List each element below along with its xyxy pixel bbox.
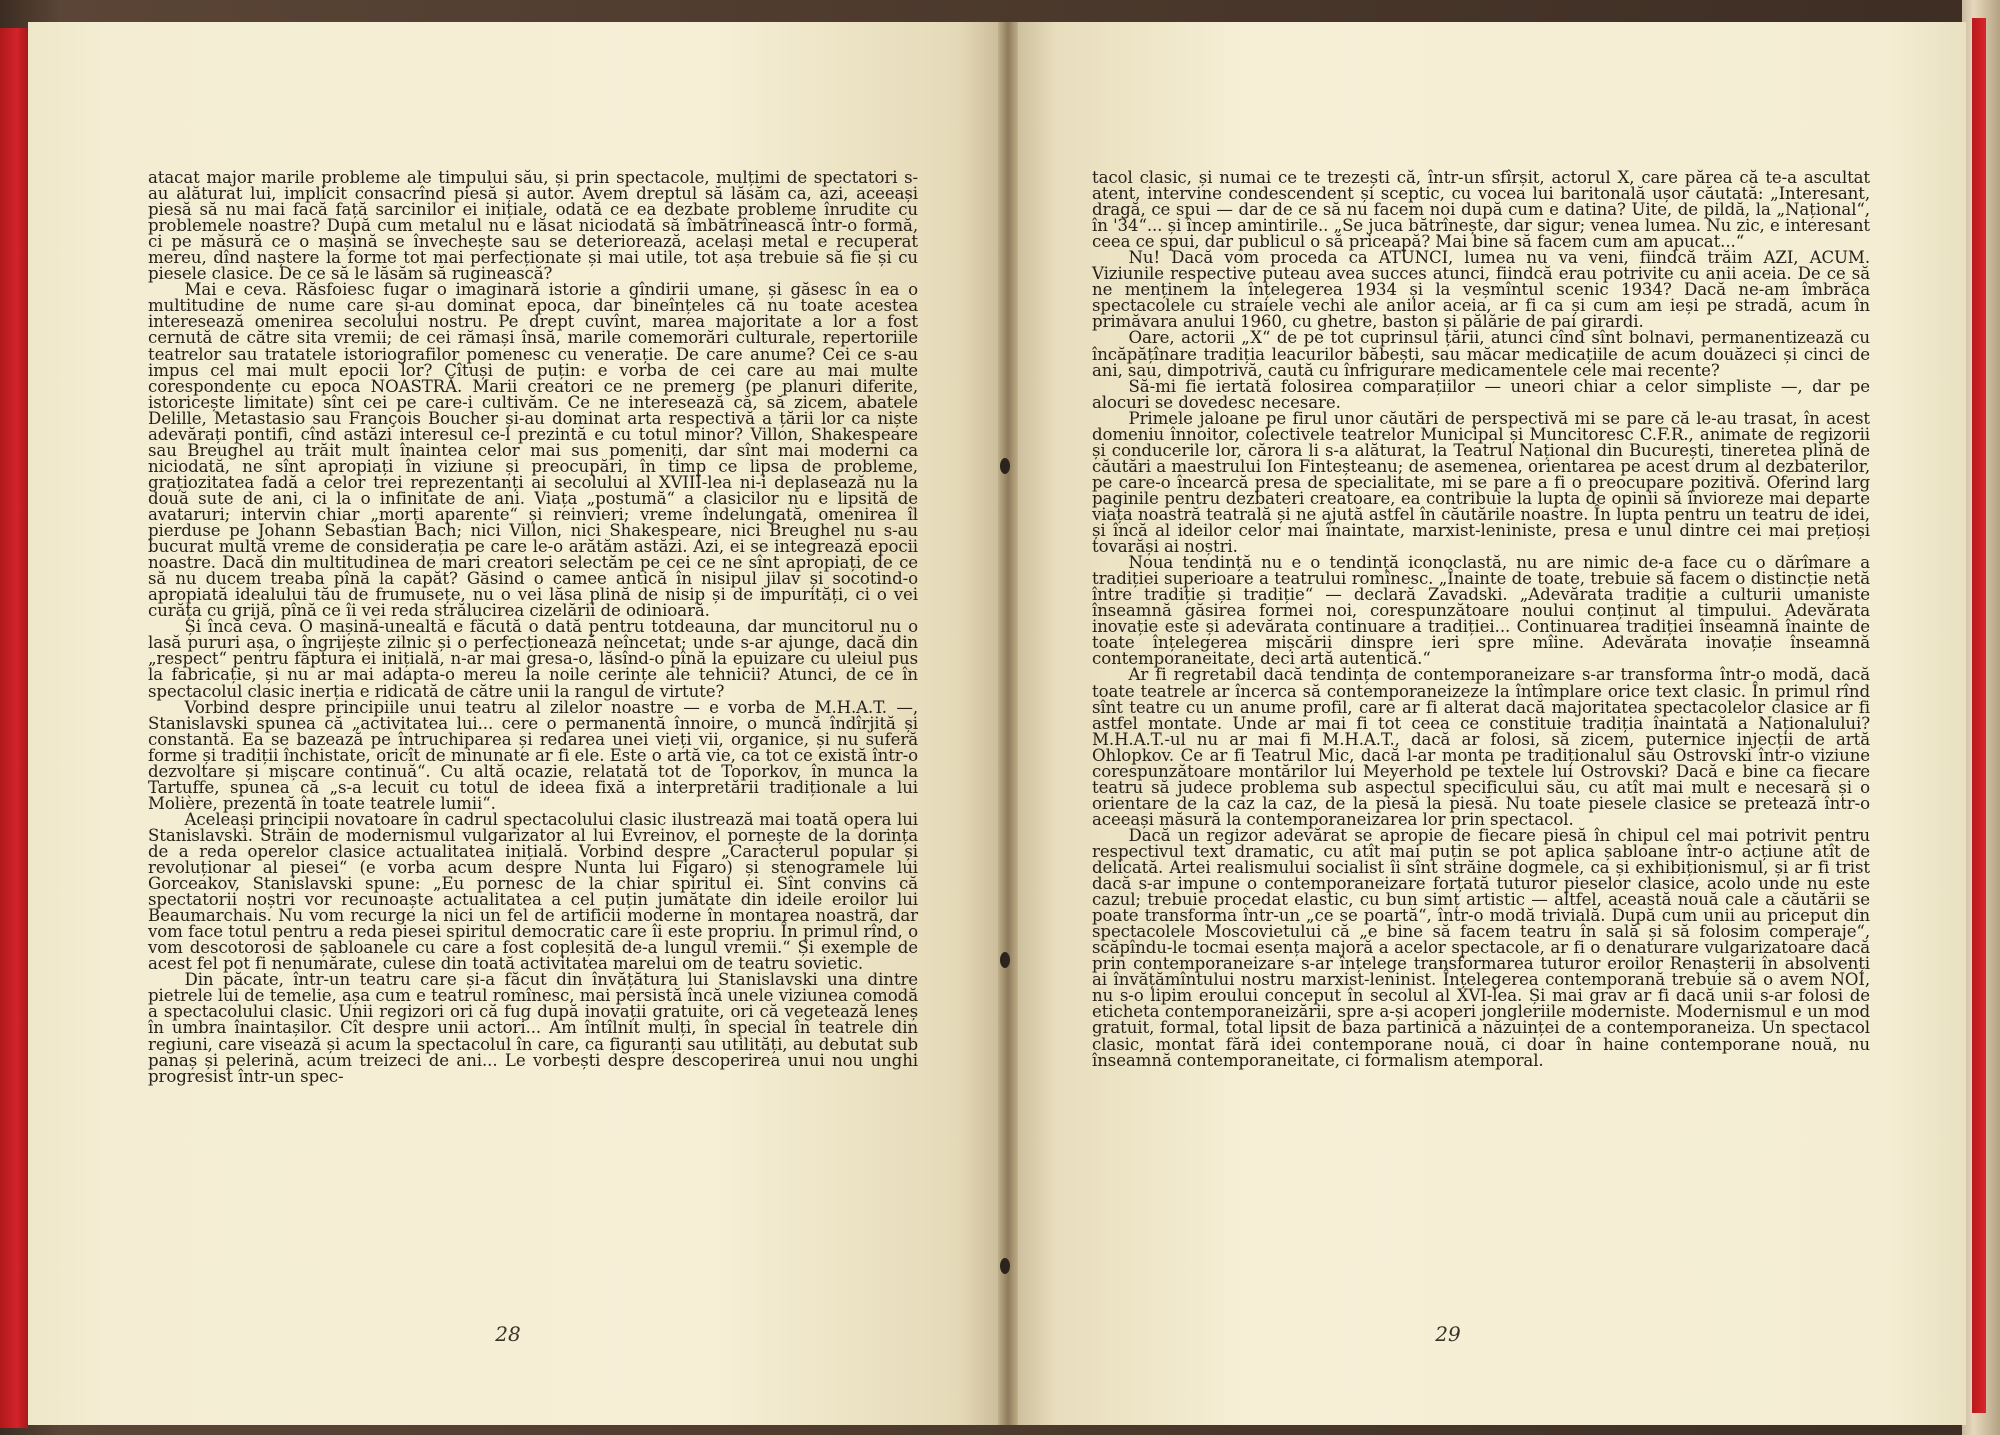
paragraph: Aceleași principii novatoare în cadrul spectacolului clasic ilustrează mai toată opera lui Stanislavski. Străin de modernismul vulgarizator al lui Evreinov, el pornește de la dorința de a reda operelor clasice actualitatea inițială. Vorbind despre „Caracterul popular și revoluționar al piesei“ (e vorba acum despre Nunta lui Figaro) și stenogramele lui Gorceakov, Stanislavski spune: „Eu pornesc de la chiar spiritul ei. Sînt convins că spectatorii noștri vor recunoaște actualitatea a cel puțin jumătate din ideile eroilor lui Beaumarchais. Nu vom recurge la nici un fel de artificii moderne în montarea noastră, dar vom face totul pentru a reda piesei spiritul democratic care îi este propriu. În primul rînd, o vom descotorosi de șabloanele cu care a fost copleșită de-a lungul vremii.“ Și exemple de acest fel pot fi nenumărate, culese din toată activitatea marelui om de teatru sovietic.: [148, 809, 918, 974]
book-cover-right-red-strip: [1972, 18, 1986, 1413]
paragraph: Să-mi fie iertată folosirea comparațiilor — uneori chiar a celor simpliste —, dar pe alocuri se dovedesc necesare.: [1092, 376, 1870, 412]
paragraph: Și încă ceva. O mașină-unealtă e făcută o dată pentru totdeauna, dar muncitorul nu o lasă pururi așa, o îngrijește zilnic și o perfecționează neîncetat; unde s-ar ajunge, dacă din „respect“ pentru făptura ei inițială, n-ar mai gresa-o, lăsînd-o pînă la epuizare cu uleiul pus la fabricație, și nu ar mai adapta-o mereu la noile cerințe ale tehnicii? Atunci, de ce în spectacolul clasic inerția e ridicată de către unii la rangul de virtute?: [148, 617, 918, 701]
paragraph: atacat major marile probleme ale timpului său, și prin spectacole, mulțimi de spectatori s-au alăturat lui, implicit consacrînd piesă și autor. Avem dreptul să lăsăm ca, azi, aceeași piesă să nu mai facă față sarcinilor ei inițiale, odată ce ea dezbate probleme înrudite cu problemele noastre? După cum metalul nu e lăsat niciodată să îmbătrînească într-o formă, ci pe măsură ce o mașină se învechește sau se deteriorează, același metal e recuperat mereu, dînd naștere la forme tot mai perfecționate și mai utile, tot așa trebuie să fie și cu piesele clasice. De ce să le lăsăm să ruginească?: [148, 168, 918, 284]
book-cover-left-edge: [0, 28, 28, 1428]
paragraph: Din păcate, într-un teatru care și-a făcut din învățătura lui Stanislavski una dintre pietrele lui de temelie, așa cum e teatrul romînesc, mai persistă încă unele viziunea comodă a spectacolului clasic. Unii regizori ori că fug după inovații gratuite, ori că vegetează leneș în umbra înaintașilor. Cît despre unii actori... Am întîlnit mulți, în special în teatrele din regiuni, care visează și acum la spectacolul în care, ca figuranți sau utilități, au debutat sub panaș și pelerină, acum treizeci de ani... Le vorbești despre descoperirea unui nou unghi progresist într-un spec-: [148, 970, 918, 1086]
page-number: 29: [1435, 1322, 1461, 1346]
book-gutter: [998, 22, 1018, 1425]
binding-stitch-hole: [1000, 458, 1010, 474]
paragraph: Ar fi regretabil dacă tendința de contemporaneizare s-ar transforma într-o modă, dacă toate teatrele ar încerca să contemporaneizeze la întîmplare orice text clasic. În primul rînd sînt teatre cu un anume profil, care ar fi alterat dacă majoritatea spectacolelor clasice ar fi astfel montate. Unde ar mai fi tot ceea ce constituie tradiția înaintată a Naționalului? M.H.A.T.-ul nu ar mai fi M.H.A.T., dacă ar folosi, să zicem, puternice injecții de artă Ohlopkov. Ce ar fi Teatrul Mic, dacă l-ar monta pe tradiționalul său Ostrovski într-o viziune corespunzătoare montărilor lui Meyerhold pe textele lui Ostrovski? Dacă e bine ca fiecare teatru să judece problema sub aspectul specificului său, cu atît mai mult e necesară și o orientare de la caz la caz, de la piesă la piesă. Nu toate piesele clasice se pretează într-o aceeași măsură la contemporaneizarea lor prin spectacol.: [1092, 665, 1870, 829]
paragraph: Nu! Dacă vom proceda ca ATUNCI, lumea nu va veni, fiindcă trăim AZI, ACUM. Viziunile respective puteau avea succes atunci, fiindcă erau potrivite cu anii aceia. De ce să ne menținem la înțelegerea 1934 și la veșmîntul scenic 1934? Dacă ne-am îmbrăca spectacolele cu straiele vechi ale anilor aceia, ar fi ca și cum am ieși pe stradă, acum în primăvara anului 1960, cu ghetre, baston și pălărie de pai girardi.: [1092, 248, 1870, 332]
paragraph: Primele jaloane pe firul unor căutări de perspectivă mi se pare că le-au trasat, în acest domeniu înnoitor, colectivele teatrelor Municipal și Muncitoresc C.F.R., animate de regizorii și conducerile lor, cărora li s-a alăturat, la Teatrul Național din București, tineretea plină de căutări a maestrului Ion Finteșteanu; de asemenea, orientarea pe acest drum al dezbaterilor, pe care-o încearcă presa de specialitate, mi se pare a fi o preocupare pozitivă. Oferind larg paginile pentru dezbateri creatoare, ea contribuie la lupta de opinii să învioreze mai departe viața noastră teatrală și ne ajută astfel în căutările noastre. În lupta pentru un teatru de idei, și încă al ideilor celor mai înaintate, marxist-leniniste, presa e unul dintre cei mai prețioși tovarăși ai noștri.: [1092, 408, 1870, 557]
binding-stitch-hole: [1000, 1258, 1010, 1274]
page-number: 28: [495, 1322, 521, 1346]
paragraph: Mai e ceva. Răsfoiesc fugar o imaginară istorie a gîndirii umane, și găsesc în ea o multitudine de nume care și-au dominat epoca, dar bineînțeles că nu toate acestea interesează omenirea secolului nostru. Pe drept cuvînt, marea majoritate a lor a fost cernută de către sita vremii; de cei rămași însă, marile comemorări culturale, repertoriile teatrelor sau tratatele istoriografilor pomenesc cu venerație. De care anume? Cei ce s-au impus cel mai mult epocii lor? Cîtuși de puțin: e vorba de cei care au mai multe corespondențe cu epoca NOASTRĂ. Marii creatori ce ne premerg (pe planuri diferite, istoricește limitate) sînt cei pe care-i cultivăm. Ce ne interesează că, să zicem, abatele Delille, Metastasio sau François Boucher și-au dominat arta respectivă a țării lor ca niște adevărați pontifi, cînd astăzi interesul ce-l prezintă e cu totul minor? Villon, Shakespeare sau Breughel au trăit mult înaintea celor mai sus pomeniți, dar sînt mai moderni ca niciodată, ne sînt apropiați în viziune și preocupări, în timp ce lipsa de probleme, grațiozitatea fadă a celor trei reprezentanți ai secolului al XVIII-lea ni-i deplasează nu la două sute de ani, ci la o infinitate de ani. Viața „postumă“ a clasicilor nu e lipsită de avataruri; intervin chiar „morți aparente“ și reinvieri; vreme îndelungată, omenirea îl pierduse pe Johann Sebastian Bach; nici Villon, nici Shakespeare, nici Breughel nu s-au bucurat multă vreme de considerația pe care le-o arătăm astăzi. Azi, ei se integrează epocii noastre. Dacă din multitudinea de mari creatori selectăm pe cei ce ne sînt apropiați, de ce să nu ducem treaba pînă la capăt? Găsind o camee antică în nisipul jilav și socotind-o apropiată idealului tău de frumusețe, nu o vei lăsa plină de nisip și de impurități, ci o vei curăța cu grijă, pînă ce îi vei reda strălucirea cizelării de odinioară.: [148, 280, 918, 621]
left-page: [28, 22, 1006, 1425]
paragraph: Noua tendință nu e o tendință iconoclastă, nu are nimic de-a face cu o dărîmare a tradiției superioare a teatrului romînesc. „Înainte de toate, trebuie să facem o distincție netă între tradiție și tradiție“ — declară Zavadski. „Adevărata tradiție a culturii umaniste înseamnă găsirea formei noi, corespunzătoare noului conținut al timpului. Adevărata inovație este și adevărata continuare a tradiției... Continuarea tradiției înseamnă înainte de toate înțelegerea mișcării dinspre ieri spre mîine. Adevărata inovație înseamnă contemporaneitate, deci artă autentică.“: [1092, 553, 1870, 669]
left-page-text: [148, 170, 918, 1085]
paragraph: Oare, actorii „X“ de pe tot cuprinsul țării, atunci cînd sînt bolnavi, permanentizează cu încăpățînare tradiția leacurilor băbești, sau măcar medicațiile de acum douăzeci și cinci de ani, sau, dimpotrivă, caută cu înfrigurare medicamentele cele mai recente?: [1092, 328, 1870, 380]
paragraph: Vorbind despre principiile unui teatru al zilelor noastre — e vorba de M.H.A.T. —, Stanislavski spunea că „activitatea lui... cere o permanentă înnoire, o muncă îndîrjită și constantă. Ea se bazează pe întruchiparea și redarea unei vieți vii, organice, și nu suferă forme și tradiții închistate, oricît de minunate ar fi ele. Este o artă vie, ca tot ce există într-o dezvoltare și mișcare continuă“. Cu altă ocazie, relatată tot de Toporkov, în munca la Tartuffe, spunea că „s-a lecuit cu totul de ideea fixă a interpretării tradiționale a lui Molière, prezentă în toate teatrele lumii“.: [148, 697, 918, 813]
paragraph: tacol clasic, și numai ce te trezești că, într-un sfîrșit, actorul X, care părea că te-a ascultat atent, intervine condescendent și sceptic, cu vocea lui baritonală ușor căutată: „Interesant, dragă, ce spui — dar de ce să nu facem noi după cum e datina? Uite, de pildă, la „Național“, în '34“... și încep amintirile.. „Se juca bătrînește, dar sigur; venea lumea. Nu zic, e interesant ceea ce spui, dar publicul o să priceapă? Mai bine să facem cum am apucat...“: [1092, 168, 1870, 252]
binding-stitch-hole: [1000, 952, 1010, 968]
right-page: [1010, 22, 1966, 1425]
right-page-text: [1092, 170, 1870, 1069]
paragraph: Dacă un regizor adevărat se apropie de fiecare piesă în chipul cel mai potrivit pentru respectivul text dramatic, cu atît mai puțin se pot aplica șabloane într-o acțiune atît de delicată. Artei realismului socialist îi sînt străine dogmele, ca și exhibiționismul, și ar fi trist dacă s-ar impune o contemporaneizare forțată tuturor pieselor clasice, acolo unde nu este cazul; trebuie procedat elastic, cu bun simț artistic — altfel, această nouă cale a căutării se poate transforma într-un „ce se poartă“, într-o modă trivială. După cum unii au priceput din spectacolele Moscovietului că „e bine să facem teatru în sală și să folosim comperaje“, scăpîndu-le tocmai esența majoră a acelor spectacole, ar fi o denaturare vulgarizatoare dacă prin contemporaneizare s-ar înțelege transformarea tuturor eroilor Renașterii în absolvenți ai învățămîntului nostru marxist-leninist. Înțelegerea contemporană trebuie să o avem NOI, nu s-o lipim eroului conceput în secolul al XVI-lea. Și mai grav ar fi dacă unii s-ar folosi de eticheta contemporaneizării, spre a-și acoperi jongleriile moderniste. Modernismul e un mod gratuit, formal, total lipsit de baza partinică a năzuinței de a contemporaneiza. Un spectacol clasic, montat fără idei contemporane nouă, ci doar în haine contemporane nouă, nu înseamnă contemporaneitate, ci formalism atemporal.: [1092, 825, 1870, 1070]
